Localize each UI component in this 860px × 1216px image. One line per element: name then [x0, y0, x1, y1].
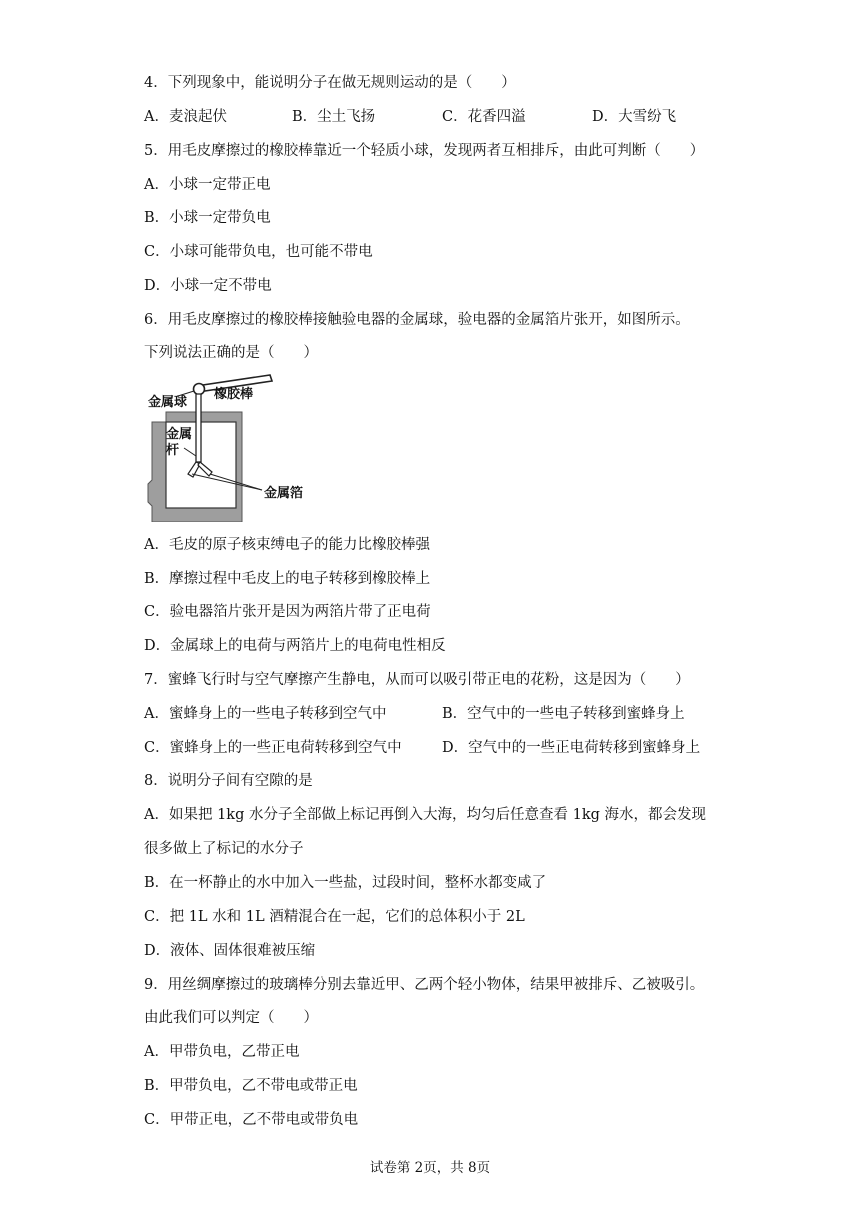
q4-option-c: C．花香四溢 — [442, 109, 526, 125]
q8-option-a-line1: A．如果把 1kg 水分子全部做上标记再倒入大海，均匀后任意查看 1kg 海水，都会发现 — [144, 807, 706, 823]
q6-stem-line2: 下列说法正确的是（ ） — [144, 345, 318, 361]
metal-stem — [196, 394, 201, 462]
label-metal-ball: 金属球 — [148, 395, 188, 410]
q9-stem-line2: 由此我们可以判定（ ） — [144, 1010, 318, 1026]
page-footer: 试卷第 2页，共 8页 — [369, 1160, 491, 1176]
q5-option-b: B．小球一定带负电 — [144, 210, 271, 226]
q4-option-d: D．大雪纷飞 — [592, 109, 677, 125]
q6-option-b: B．摩擦过程中毛皮上的电子转移到橡胶棒上 — [144, 571, 431, 587]
metal-ball — [194, 384, 205, 395]
q7-option-b: B．空气中的一些电子转移到蜜蜂身上 — [442, 706, 685, 722]
label-metal-stem-2: 杆 — [166, 443, 180, 458]
q6-stem-line1: 6．用毛皮摩擦过的橡胶棒接触验电器的金属球，验电器的金属箔片张开，如图所示。 — [144, 312, 690, 328]
q4-options — [144, 107, 744, 127]
q8-option-d: D．液体、固体很难被压缩 — [144, 943, 316, 959]
q9-option-c: C．甲带正电，乙不带电或带负电 — [144, 1112, 359, 1128]
label-metal-foil: 金属箔 — [264, 486, 304, 501]
q7-option-c: C．蜜蜂身上的一些正电荷转移到空气中 — [144, 740, 402, 756]
q6-option-c: C．验电器箔片张开是因为两箔片带了正电荷 — [144, 604, 431, 620]
q9-option-b: B．甲带负电，乙不带电或带正电 — [144, 1078, 358, 1094]
q4-option-b: B．尘土飞扬 — [292, 109, 376, 125]
label-rubber-rod: 橡胶棒 — [214, 387, 254, 402]
q7-option-a: A．蜜蜂身上的一些电子转移到空气中 — [144, 706, 387, 722]
q7-options-row2 — [144, 738, 724, 758]
q5-option-d: D．小球一定不带电 — [144, 278, 272, 294]
q5-option-a: A．小球一定带正电 — [144, 177, 271, 193]
q4-option-a: A．麦浪起伏 — [144, 109, 227, 125]
q7-option-d: D．空气中的一些正电荷转移到蜜蜂身上 — [442, 740, 701, 756]
electroscope-figure — [144, 370, 324, 522]
q8-option-c: C．把 1L 水和 1L 酒精混合在一起，它们的总体积小于 2L — [144, 909, 525, 925]
q6-option-a: A．毛皮的原子核束缚电子的能力比橡胶棒强 — [144, 537, 430, 553]
q8-stem: 8．说明分子间有空隙的是 — [144, 773, 313, 789]
q5-option-c: C．小球可能带负电，也可能不带电 — [144, 244, 373, 260]
label-metal-stem-1: 金属 — [166, 427, 193, 442]
q4-stem: 4．下列现象中，能说明分子在做无规则运动的是（ ） — [144, 75, 516, 91]
q5-stem: 5．用毛皮摩擦过的橡胶棒靠近一个轻质小球，发现两者互相排斥，由此可判断（ ） — [144, 143, 705, 159]
q9-stem-line1: 9．用丝绸摩擦过的玻璃棒分别去靠近甲、乙两个轻小物体，结果甲被排斥、乙被吸引。 — [144, 977, 705, 993]
q8-option-b: B．在一杯静止的水中加入一些盐，过段时间，整杯水都变咸了 — [144, 875, 547, 891]
q8-option-a-line2: 很多做上了标记的水分子 — [144, 841, 304, 857]
q9-option-a: A．甲带负电，乙带正电 — [144, 1044, 300, 1060]
q7-stem: 7．蜜蜂飞行时与空气摩擦产生静电，从而可以吸引带正电的花粉，这是因为（ ） — [144, 672, 690, 688]
q7-options-row1 — [144, 704, 724, 724]
q6-option-d: D．金属球上的电荷与两箔片上的电荷电性相反 — [144, 638, 446, 654]
